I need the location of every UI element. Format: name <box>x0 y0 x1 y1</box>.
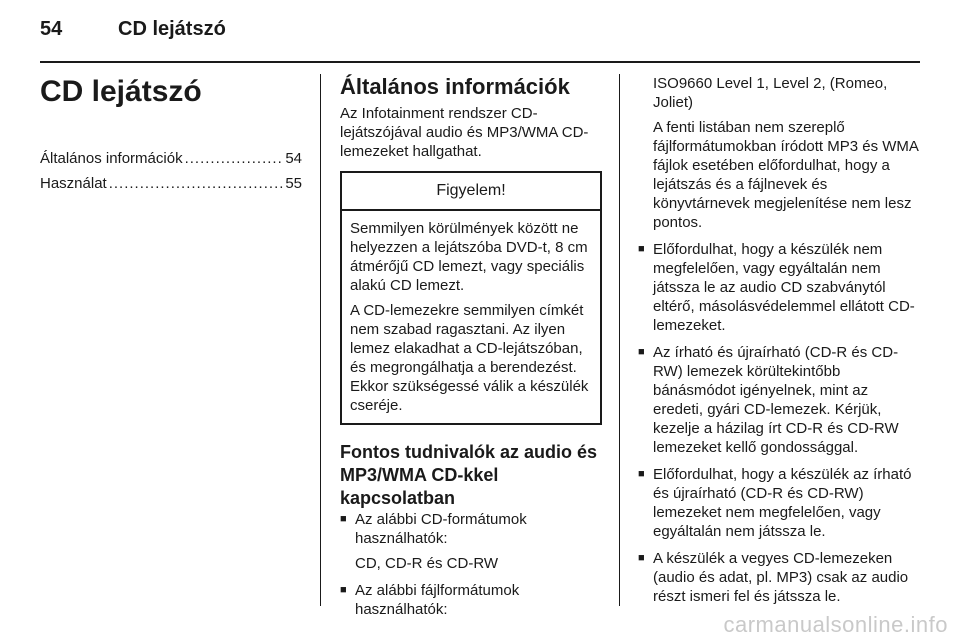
column-right <box>638 74 920 606</box>
toc-label: Használat <box>40 175 107 192</box>
list-item-text: A készülék a vegyes CD-lemezeken (audio és adat, pl. MP3) csak az audio részt ismeri fel és játssza le. <box>653 550 909 605</box>
warning-box <box>340 171 602 425</box>
list-item-text: Előfordulhat, hogy a készülék az írható és újraírható (CD-R és CD-RW) lemezeket nem megfelelően, vagy egyáltalán nem játssza le. <box>653 466 912 540</box>
column-middle <box>340 74 602 619</box>
toc-page-number: 54 <box>285 150 302 167</box>
column-left <box>40 74 302 200</box>
list-item-text: Az alábbi CD-formátumok használhatók: <box>355 511 527 547</box>
toc-leader <box>109 175 284 192</box>
list-item-text: Az írható és újraírható (CD-R és CD-RW) lemezek körültekintőbb bánásmódot igényelnek, mint az eredeti, gyári CD-lemezek. Kérjük, kezelje a házilag írt CD-R és CD-RW lemezeket kellő gondossággal. <box>653 344 899 456</box>
list-item-text: Előfordulhat, hogy a készülék nem megfelelően, vagy egyáltalán nem játssza le az audio CD szabványtól eltérő, másolásvédelemmel ellátott CD-lemezeket. <box>653 241 915 334</box>
toc-label: Általános információk <box>40 150 183 167</box>
toc-entry-usage[interactable] <box>40 175 302 200</box>
toc-leader <box>185 150 284 167</box>
list-item-detail: CD, CD-R és CD-RW <box>355 555 499 572</box>
warning-paragraph: A CD-lemezekre semmilyen címkét nem szabad ragasztani. Az ilyen lemez elakadhat a CD-lejátszóban, és megrongálhatja a berendezést. Ekkor szükségessé válik a készülék cseréje. <box>350 302 589 414</box>
toc-entry-general[interactable] <box>40 150 302 175</box>
warning-paragraph: Semmilyen körülmények között ne helyezzen a lejátszóba DVD-t, 8 cm átmérőjű CD lemezt, vagy speciális alakú CD lemezt. <box>350 220 588 294</box>
subsection-title: Fontos tudnivalók az audio és MP3/WMA CD-kkel kapcsolatban <box>340 442 598 508</box>
warning-title: Figyelem! <box>342 173 600 211</box>
warning-body <box>342 211 600 423</box>
list-item <box>638 240 920 335</box>
list-item <box>638 549 920 606</box>
square-bullet-icon: ■ <box>638 346 645 358</box>
watermark: carmanualsonline.info <box>723 612 948 637</box>
list-item-text: Az alábbi fájlformátumok használhatók: <box>355 582 520 618</box>
square-bullet-icon: ■ <box>638 468 645 480</box>
table-of-contents <box>40 150 302 200</box>
page-number: 54 <box>40 18 63 40</box>
running-title: CD lejátszó <box>118 18 226 40</box>
square-bullet-icon: ■ <box>638 552 645 564</box>
list-item <box>340 581 602 619</box>
square-bullet-icon: ■ <box>340 513 347 525</box>
column-divider <box>619 74 620 606</box>
list-item-detail: ISO9660 Level 1, Level 2, (Romeo, Joliet) <box>653 75 888 111</box>
intro-paragraph: Az Infotainment rendszer CD-lejátszójával audio és MP3/WMA CD-lemezeket hallgathat. <box>340 105 589 160</box>
page-header <box>40 18 920 50</box>
column-divider <box>320 74 321 606</box>
chapter-title: CD lejátszó <box>40 75 202 108</box>
square-bullet-icon: ■ <box>638 243 645 255</box>
header-rule <box>40 61 920 63</box>
square-bullet-icon: ■ <box>340 584 347 596</box>
list-item <box>638 465 920 541</box>
list-item <box>638 343 920 457</box>
list-item <box>340 510 602 548</box>
toc-page-number: 55 <box>285 175 302 192</box>
section-title: Általános információk <box>340 74 570 99</box>
list-item-note: A fenti listában nem szereplő fájlformátumokban íródott MP3 és WMA fájlok esetében előfordulhat, hogy a lejátszás és a fájlnevek és könyvtárnevek megjelenítése nem lesz pontos. <box>653 119 919 231</box>
